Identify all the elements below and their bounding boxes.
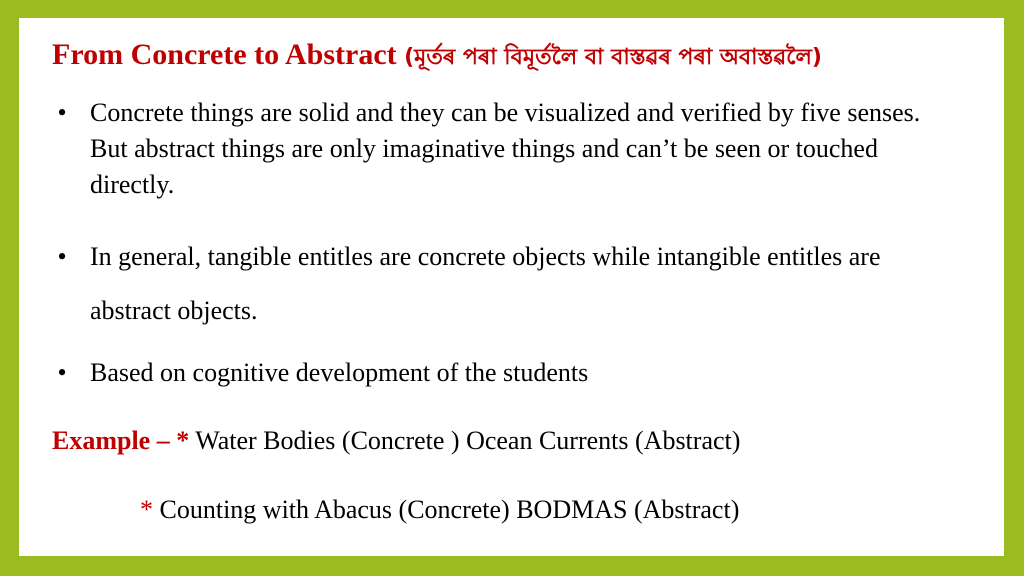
example-star: *: [140, 495, 153, 524]
bullet-item: [52, 355, 962, 391]
bullet-text: Concrete things are solid and they can be visualized and verified by five senses. But abstract things are only imaginative things and can’t be seen or touched directly.: [90, 98, 921, 199]
bullet-text: Based on cognitive development of the students: [90, 358, 589, 387]
bullet-item: [52, 230, 962, 338]
bullet-item: [52, 95, 962, 203]
example-label: Example – *: [52, 426, 190, 455]
title-assamese: (মূৰ্তৰ পৰা বিমূৰ্তলৈ বা বাস্তৱৰ পৰা অবাস্তৱলৈ): [404, 45, 822, 70]
example-line-1: [52, 423, 740, 459]
bullet-marker: •: [57, 98, 67, 127]
title-english: From Concrete to Abstract: [52, 38, 397, 71]
slide-title: [52, 37, 822, 76]
example-line-2: [140, 492, 739, 528]
example-text-1: Water Bodies (Concrete ) Ocean Currents (Abstract): [189, 426, 741, 455]
bullet-marker: •: [57, 358, 67, 387]
bullet-text: In general, tangible entitles are concrete objects while intangible entitles are abstract objects.: [90, 242, 881, 325]
example-text-2: Counting with Abacus (Concrete) BODMAS (Abstract): [153, 495, 740, 524]
slide: [19, 18, 1004, 556]
bullet-marker: •: [57, 242, 67, 271]
